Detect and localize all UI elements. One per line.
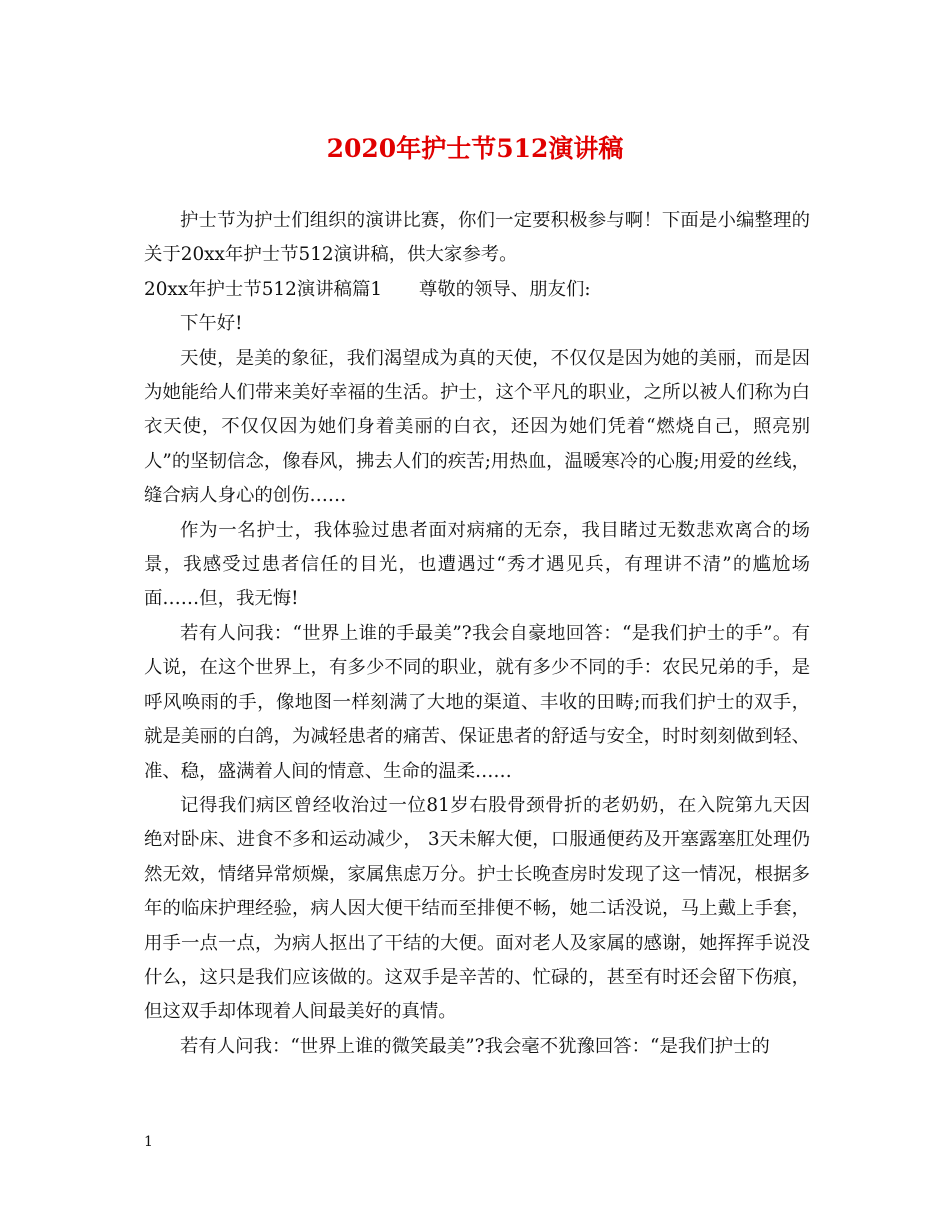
paragraph-heading-greeting: 20xx年护士节512演讲稿篇1 尊敬的领导、朋友们: <box>144 278 591 300</box>
document-body <box>144 204 810 1064</box>
paragraph-experience: 作为一名护士，我体验过患者面对病痛的无奈，我目睹过无数悲欢离合的场景，我感受过患者信任的目光，也遭遇过“秀才遇见兵，有理讲不清”的尴尬场面……但，我无悔! <box>144 519 810 610</box>
paragraph-story: 记得我们病区曾经收治过一位81岁右股骨颈骨折的老奶奶，在入院第九天因绝对卧床、进食不多和运动减少， 3天未解大便，口服通便药及开塞露塞肛处理仍然无效，情绪异常烦燥，家属焦虑万分。护士长晚查房时发现了这一情况，根据多年的临床护理经验，病人因大便干结而至排便不畅，她二话没说，马上戴上手套，用手一点一点，为病人抠出了干结的大便。面对老人及家属的感谢，她挥挥手说没什么，这只是我们应该做的。这双手是辛苦的、忙碌的，甚至有时还会留下伤痕，但这双手却体现着人间最美好的真情。 <box>144 794 810 1023</box>
paragraph-good-afternoon: 下午好! <box>180 313 243 335</box>
paragraph-intro: 护士节为护士们组织的演讲比赛，你们一定要积极参与啊！下面是小编整理的关于20xx年护士节512演讲稿，供大家参考。 <box>144 210 810 266</box>
paragraph-angel: 天使，是美的象征，我们渴望成为真的天使，不仅仅是因为她的美丽，而是因为她能给人们带来美好幸福的生活。护士，这个平凡的职业，之所以被人们称为白衣天使，不仅仅因为她们身着美丽的白衣，还因为她们凭着“燃烧自己，照亮别人”的坚韧信念，像春风，拂去人们的疾苦;用热血，温暖寒冷的心腹;用爱的丝线，缝合病人身心的创伤…… <box>144 347 810 507</box>
paragraph-smile: 若有人问我：“世界上谁的微笑最美”?我会毫不犹豫回答：“是我们护士的 <box>180 1035 770 1057</box>
paragraph-hands: 若有人问我：“世界上谁的手最美”?我会自豪地回答：“是我们护士的手”。有人说，在这个世界上，有多少不同的职业，就有多少不同的手：农民兄弟的手，是呼风唤雨的手，像地图一样刻满了大地的渠道、丰收的田畴;而我们护士的双手，就是美丽的白鸽，为减轻患者的痛苦、保证患者的舒适与安全，时时刻刻做到轻、准、稳，盛满着人间的情意、生命的温柔…… <box>144 622 810 782</box>
page-number: 1 <box>144 1134 153 1150</box>
document-title: 2020年护士节512演讲稿 <box>326 134 624 163</box>
